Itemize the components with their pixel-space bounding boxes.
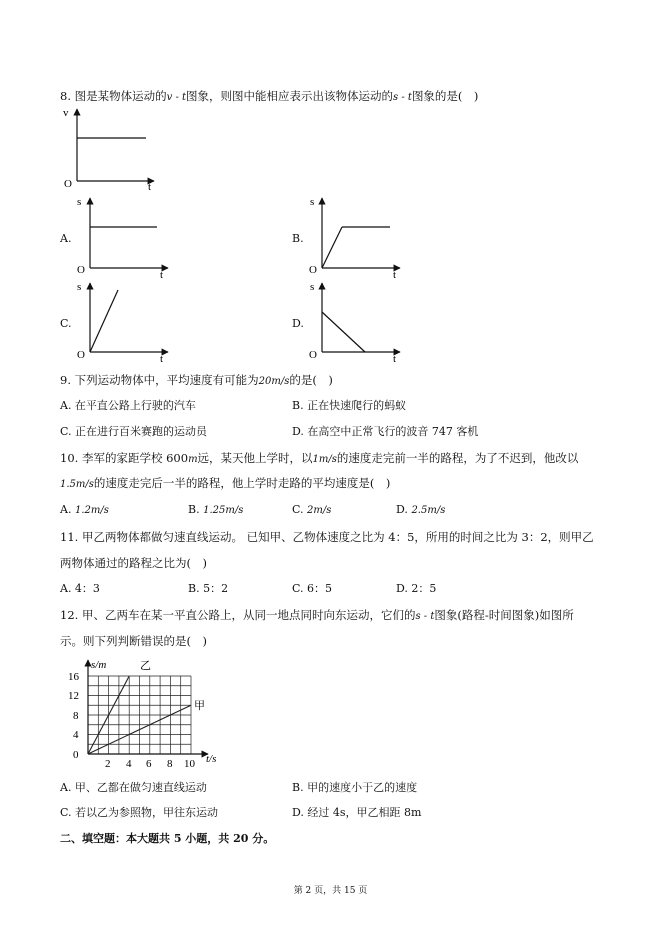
svg-text:s: s — [77, 196, 82, 208]
q11-option-c: C. 6：5 — [292, 582, 333, 595]
q10-option-d: D. 2.5m/s — [396, 503, 446, 516]
svg-text:t: t — [160, 353, 164, 364]
q11-line2: 两物体通过的路程之比为( ) — [60, 556, 207, 570]
q12-st-graph — [56, 656, 231, 769]
x-tick-10: 10 — [184, 758, 195, 769]
q8-option-c-label: C. — [60, 317, 72, 330]
q11-option-a: A. 4：3 — [60, 582, 100, 595]
x-tick-8: 8 — [167, 758, 173, 769]
q10-option-a: A. 1.2m/s — [60, 503, 109, 516]
q12-line1: 12. 甲、乙两车在某一平直公路上，从同一地点同时向东运动，它们的s - t图象(路程-时间图象)如图所 — [60, 608, 574, 622]
q12-option-c: C. 若以乙为参照物，甲往东运动 — [60, 806, 219, 819]
vt-x-label: t — [148, 181, 152, 193]
svg-text:t: t — [393, 269, 397, 280]
y-tick-4: 4 — [73, 729, 79, 741]
x-axis-label: t/s — [206, 753, 217, 765]
svg-text:O: O — [309, 349, 317, 361]
x-tick-2: 2 — [105, 758, 111, 769]
x-tick-6: 6 — [146, 758, 152, 769]
svg-text:O: O — [309, 264, 317, 276]
q8-option-a-label: A. — [60, 232, 72, 245]
q9-option-b: B. 正在快速爬行的蚂蚁 — [292, 399, 407, 412]
svg-text:t: t — [393, 353, 397, 364]
q9-option-a: A. 在平直公路上行驶的汽车 — [60, 399, 196, 412]
svg-text:t: t — [160, 269, 164, 280]
q8-option-b-label: B. — [292, 232, 304, 245]
q8-option-c-graph — [74, 278, 174, 364]
svg-text:s: s — [310, 281, 315, 293]
q9-option-c: C. 正在进行百米赛跑的运动员 — [60, 425, 208, 438]
q12-line2: 示。则下列判断错误的是( ) — [60, 634, 207, 648]
y-tick-0: 0 — [73, 749, 79, 761]
y-tick-12: 12 — [68, 690, 79, 702]
q8-option-b-graph — [308, 192, 408, 280]
page-footer: 第 2 页，共 15 页 — [293, 886, 368, 896]
svg-text:s: s — [310, 196, 315, 208]
q11-option-b: B. 5：2 — [188, 582, 229, 595]
q8-option-a-graph — [74, 192, 174, 280]
q11-option-d: D. 2：5 — [396, 582, 437, 595]
section-heading: 二、填空题：本大题共 5 小题，共 20 分。 — [60, 832, 275, 845]
q12-option-a: A. 甲、乙都在做匀速直线运动 — [60, 781, 207, 794]
q8-option-d-graph — [308, 278, 408, 364]
q8-option-d-label: D. — [292, 317, 304, 330]
q10-line1: 10. 李军的家距学校 600m远，某天他上学时，以1m/s的速度走完前一半的路程，为了不迟到，他改以 — [60, 451, 579, 465]
vt-origin: O — [64, 178, 72, 190]
y-tick-16: 16 — [68, 671, 79, 683]
q9-stem: 9. 下列运动物体中，平均速度有可能为20m/s的是( ) — [60, 373, 333, 387]
q10-line2: 1.5m/s的速度走完后一半的路程，他上学时走路的平均速度是( ) — [60, 476, 391, 490]
q8-stem: 8. 图是某物体运动的v - t图象，则图中能相应表示出该物体运动的s - t图象的是( ) — [60, 89, 479, 103]
grid — [88, 676, 191, 754]
q12-option-d: D. 经过 4s，甲乙相距 8m — [292, 806, 422, 819]
q9-option-d: D. 在高空中正常飞行的波音 747 客机 — [292, 425, 479, 438]
svg-text:O: O — [77, 264, 85, 276]
y-tick-8: 8 — [73, 710, 79, 722]
q11-line1: 11. 甲乙两物体都做匀速直线运动。 已知甲、乙物体速度之比为 4：5，所用的时间之比为 3：2，则甲乙 — [60, 530, 594, 544]
svg-text:O: O — [77, 349, 85, 361]
q8-vt-graph — [60, 103, 170, 193]
q10-option-c: C. 2m/s — [292, 503, 332, 516]
y-axis-label: s/m — [91, 659, 107, 671]
q12-option-b: B. 甲的速度小于乙的速度 — [292, 781, 418, 794]
x-tick-4: 4 — [126, 758, 132, 769]
series-yi-label: 乙 — [140, 660, 151, 672]
svg-text:s: s — [77, 281, 82, 293]
q10-option-b: B. 1.25m/s — [188, 503, 244, 516]
vt-y-label: v — [63, 107, 69, 119]
series-jia-label: 甲 — [194, 700, 205, 712]
